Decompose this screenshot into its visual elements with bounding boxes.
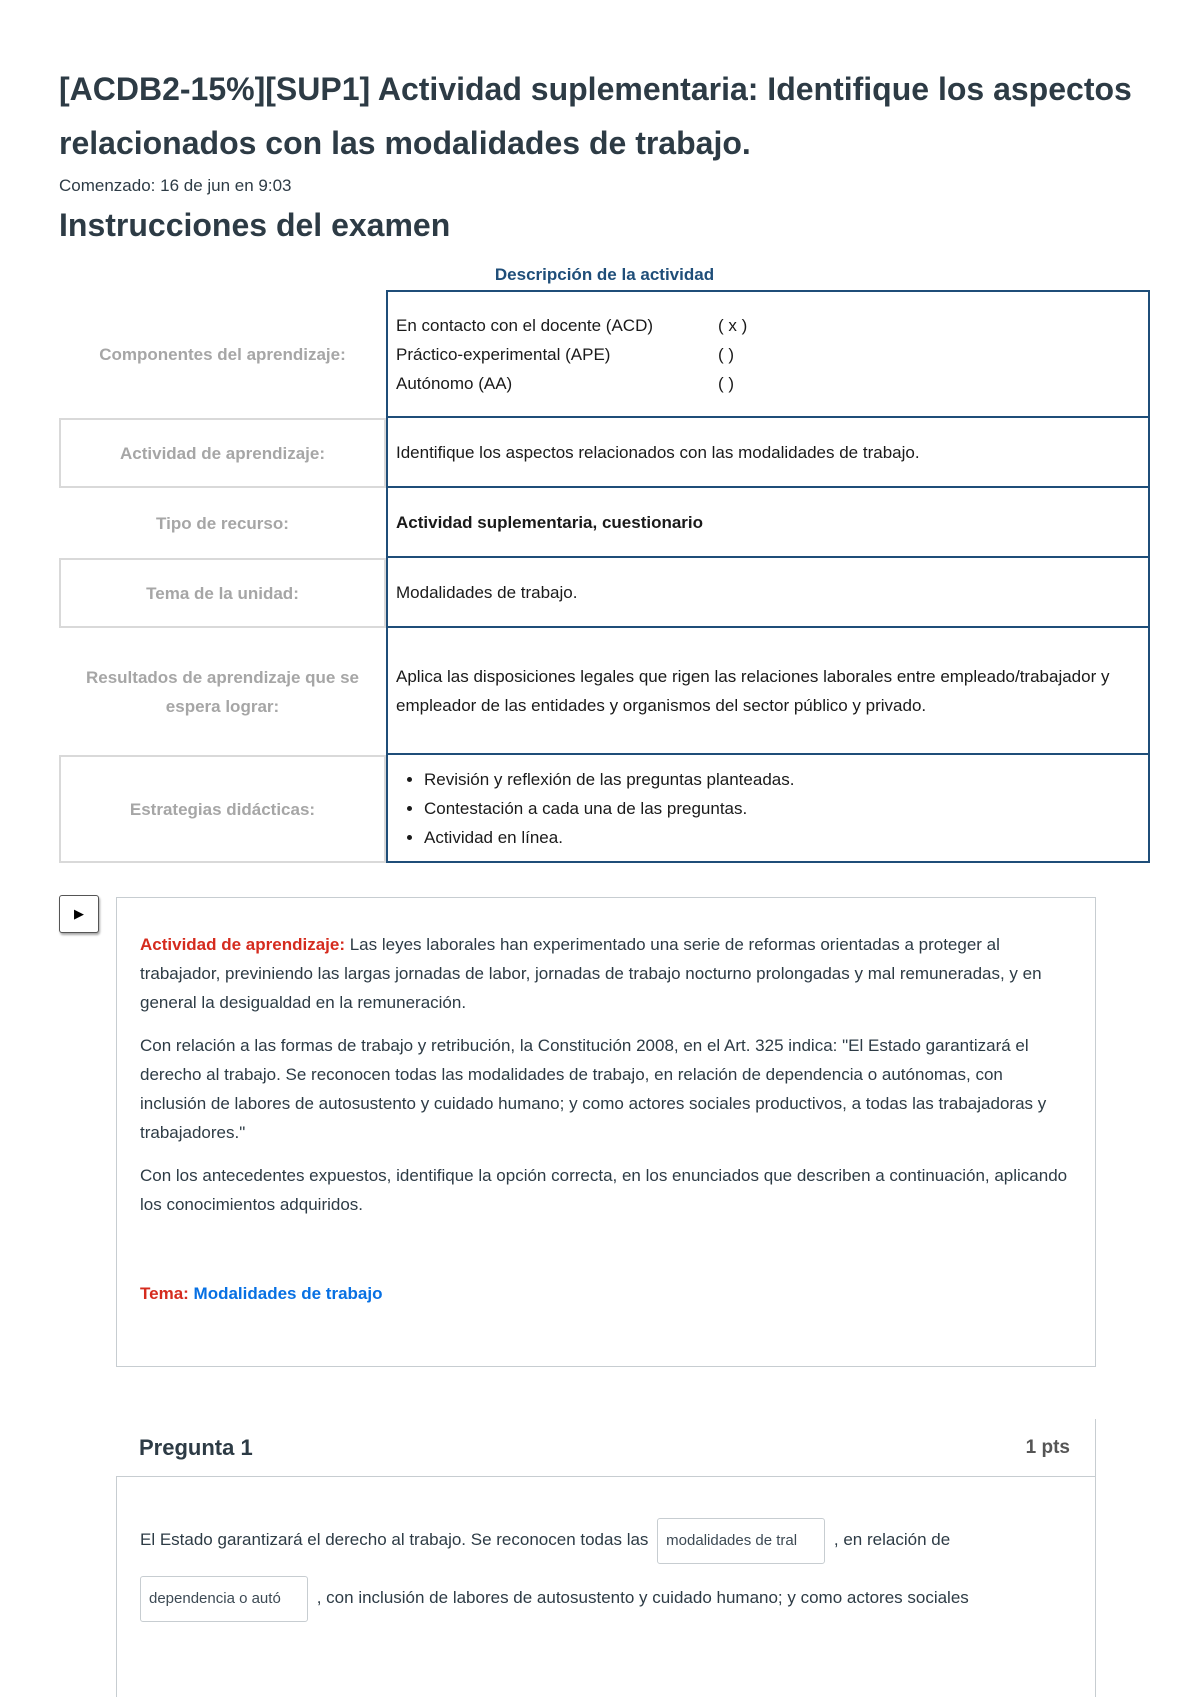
tema-label: Tema: xyxy=(140,1284,189,1303)
strategies-value xyxy=(386,755,1150,863)
question-points: 1 pts xyxy=(1025,1436,1070,1458)
activity-label: Actividad de aprendizaje: xyxy=(59,418,386,488)
resource-value: Actividad suplementaria, cuestionario xyxy=(386,488,1150,558)
quiz-page xyxy=(59,62,1150,847)
question-body: El Estado garantizará el derecho al trabajo. Se reconocen todas las modalidades de tral , en relación de dependencia o autó , con inclusión de labores de autosustento y cuidado humano; y como actores sociales xyxy=(116,1477,1096,1697)
activity-paragraph: Con relación a las formas de trabajo y retribución, la Constitución 2008, en el Art. 325 indica: "El Estado garantizará el derecho al trabajo. Se reconocen todas las modalidades de trabajo, en relación de dependencia o autónomas, con inclusión de labores de autosustento y cuidado humano; y como actores sociales productivos, a todas las trabajadoras y trabajadores." xyxy=(140,1036,1047,1142)
table-row xyxy=(59,488,1150,558)
activity-label: Actividad de aprendizaje: xyxy=(140,935,345,954)
component-line: Autónomo (AA) ( ) xyxy=(396,373,735,393)
table-row xyxy=(59,628,1150,755)
results-value: Aplica las disposiciones legales que rigen las relaciones laborales entre empleado/trabajador y empleador de las entidades y organismos del sector público y privado. xyxy=(386,628,1150,755)
fill-blank-input-1[interactable]: modalidades de tral xyxy=(657,1518,825,1564)
table-row xyxy=(59,418,1150,488)
list-item: • Contestación a cada una de las preguntas. xyxy=(424,794,1140,823)
tema-line xyxy=(140,1279,1072,1308)
expand-toggle-button[interactable] xyxy=(59,895,99,933)
table-row xyxy=(59,290,1150,418)
list-item: • Actividad en línea. xyxy=(424,823,1140,852)
strategies-list xyxy=(396,765,1140,852)
instructions-heading: Instrucciones del examen xyxy=(59,207,451,243)
unit-value: Modalidades de trabajo. xyxy=(386,558,1150,628)
fill-blank-input-2[interactable]: dependencia o autó xyxy=(140,1576,308,1622)
activity-intro: Actividad de aprendizaje: Las leyes laborales han experimentado una serie de reformas orientadas a proteger al trabajador, previniendo las largas jornadas de labor, jornadas de trabajo nocturno prolongadas y mal remuneradas, y en general la desigualdad en la remuneración. xyxy=(140,935,1042,1012)
table-caption: Descripción de la actividad xyxy=(494,265,715,284)
list-item: • Revisión y reflexión de las preguntas planteadas. xyxy=(424,765,1140,794)
activity-value: Identifique los aspectos relacionados con las modalidades de trabajo. xyxy=(386,418,1150,488)
play-triangle-icon: ▶ xyxy=(74,906,84,921)
question-1 xyxy=(116,1419,1096,1697)
strategies-label: Estrategias didácticas: xyxy=(59,755,386,863)
started-timestamp: Comenzado: 16 de jun en 9:03 xyxy=(59,176,292,195)
components-value xyxy=(386,290,1150,418)
resource-label: Tipo de recurso: xyxy=(156,513,289,533)
table-row xyxy=(59,755,1150,863)
component-line: Práctico-experimental (APE) ( ) xyxy=(396,344,735,364)
page-title: [ACDB2-15%][SUP1] Actividad suplementaria: Identifique los aspectos relacionados con las modalidades de trabajo. xyxy=(59,71,1132,161)
activity-description-table xyxy=(59,260,1150,863)
question-title: Pregunta 1 xyxy=(139,1434,253,1460)
question-header xyxy=(116,1419,1096,1477)
unit-label: Tema de la unidad: xyxy=(59,558,386,628)
component-line: En contacto con el docente (ACD) ( x ) xyxy=(396,315,748,335)
tema-value: Modalidades de trabajo xyxy=(193,1284,383,1303)
table-row xyxy=(59,558,1150,628)
results-label: Resultados de aprendizaje que se espera lograr: xyxy=(85,667,360,716)
activity-panel xyxy=(116,897,1096,1367)
activity-paragraph: Con los antecedentes expuestos, identifique la opción correcta, en los enunciados que describen a continuación, aplicando los conocimientos adquiridos. xyxy=(140,1166,1068,1214)
components-label: Componentes del aprendizaje: xyxy=(99,344,346,364)
